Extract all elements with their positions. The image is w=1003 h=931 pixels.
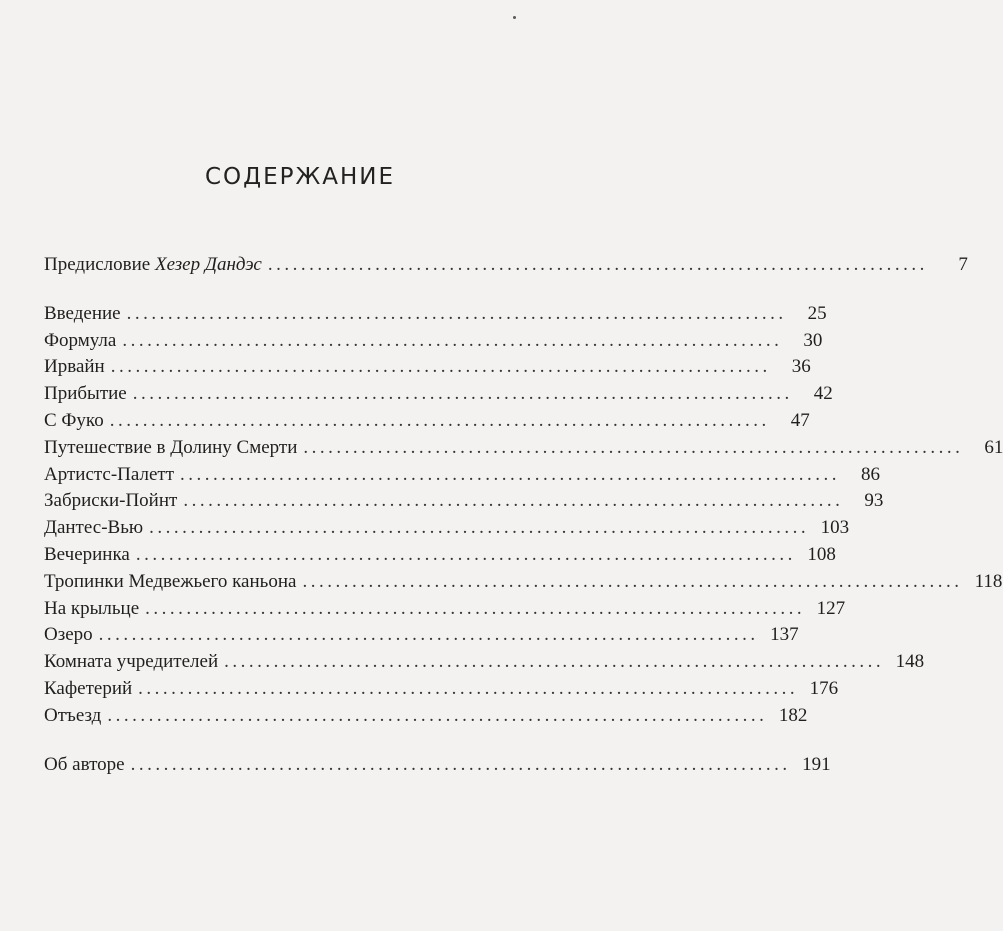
toc-page-number: 127 — [816, 597, 846, 619]
toc-entry — [44, 676, 839, 703]
dot-leader: ................................................................................ — [267, 254, 928, 275]
toc-entry — [44, 381, 833, 408]
dot-leader: ................................................................................ — [302, 570, 963, 592]
toc-entry-label: Дантес-Вью — [44, 517, 144, 539]
dot-leader: ................................................................................ — [135, 543, 796, 565]
toc-entry-label: Об авторе — [44, 753, 125, 775]
page-title: СОДЕРЖАНИЕ — [204, 164, 396, 190]
toc-entry-label: Формула — [44, 329, 117, 351]
dot-leader: ................................................................................ — [98, 624, 759, 646]
dot-leader: ................................................................................ — [145, 597, 806, 619]
toc-entry — [44, 596, 846, 623]
dot-leader: ................................................................................ — [109, 409, 770, 431]
toc-page-number: 25 — [807, 302, 827, 324]
dot-leader: ................................................................................ — [107, 704, 768, 726]
toc-group-preface — [44, 252, 968, 279]
toc-entry — [44, 408, 810, 435]
toc-entry-label — [44, 252, 268, 279]
dot-leader: ................................................................................ — [224, 651, 885, 673]
toc-entry — [44, 703, 808, 730]
toc-entry-label: Введение — [44, 302, 121, 324]
toc-entry — [44, 622, 799, 649]
toc-entry-label: Ирвайн — [44, 356, 105, 378]
toc-page-number: 137 — [770, 624, 799, 646]
toc-entry-preface — [44, 252, 968, 279]
toc-page-number: 47 — [790, 409, 810, 431]
dot-leader: ................................................................................ — [183, 490, 844, 512]
toc-entry-label: Кафетерий — [44, 677, 133, 699]
toc-entry — [44, 569, 1003, 596]
toc-page-number: 108 — [807, 543, 836, 565]
toc-entry — [44, 488, 884, 515]
toc-entry-label: Путешествие в Долину Смерти — [44, 436, 298, 458]
toc-page-number: 118 — [974, 570, 1003, 592]
toc-entry — [44, 649, 925, 676]
toc-page-number: 7 — [958, 254, 968, 275]
dot-leader: ................................................................................ — [122, 329, 783, 351]
toc-page-number: 61 — [984, 436, 1003, 458]
toc-page-number: 148 — [895, 651, 925, 673]
toc-entry-label: Тропинки Медвежьего каньона — [44, 570, 297, 592]
dot-leader: ................................................................................ — [126, 302, 787, 324]
toc-entry — [44, 515, 850, 542]
toc-entry — [44, 301, 827, 328]
preface-author: Хезер Дандэс — [154, 254, 262, 275]
toc-page-number: 36 — [791, 356, 811, 378]
toc-entry-label: Озеро — [44, 624, 93, 646]
toc-entry-label: На крыльце — [44, 597, 140, 619]
toc-page-number: 93 — [864, 490, 884, 512]
toc-group-about — [44, 752, 831, 779]
toc-page-number: 191 — [802, 753, 831, 775]
toc-page-number: 30 — [803, 329, 823, 351]
toc-page-number: 182 — [778, 704, 808, 726]
toc-entry-label: Вечеринка — [44, 543, 130, 565]
toc-entry-label: Прибытие — [44, 383, 127, 405]
toc-entry-label: Отъезд — [44, 704, 102, 726]
toc-entry-label: Артистс-Палетт — [44, 463, 175, 485]
dot-leader: ................................................................................ — [110, 356, 771, 378]
toc-page-number: 86 — [861, 463, 881, 485]
toc-group-chapters — [44, 301, 1003, 730]
toc-page-number: 103 — [820, 517, 850, 539]
toc-entry — [44, 462, 881, 489]
toc-entry — [44, 542, 836, 569]
toc-entry-label: С Фуко — [44, 409, 104, 431]
toc-entry-label: Комната учредителей — [44, 651, 219, 673]
print-speck — [513, 16, 516, 19]
toc-entry-about — [44, 752, 831, 779]
toc-entry — [44, 435, 1003, 462]
dot-leader: ................................................................................ — [132, 383, 793, 405]
dot-leader: ................................................................................ — [130, 753, 791, 775]
dot-leader: ................................................................................ — [149, 517, 810, 539]
preface-label: Предисловие — [44, 254, 151, 275]
dot-leader: ................................................................................ — [180, 463, 841, 485]
toc-page-number: 176 — [809, 677, 839, 699]
toc-page-number: 42 — [813, 383, 833, 405]
toc-entry — [44, 328, 823, 355]
dot-leader: ................................................................................ — [138, 677, 799, 699]
table-of-contents — [44, 252, 1003, 778]
toc-entry — [44, 354, 811, 381]
toc-entry-label: Забриски-Пойнт — [44, 490, 178, 512]
dot-leader: ................................................................................ — [303, 436, 964, 458]
